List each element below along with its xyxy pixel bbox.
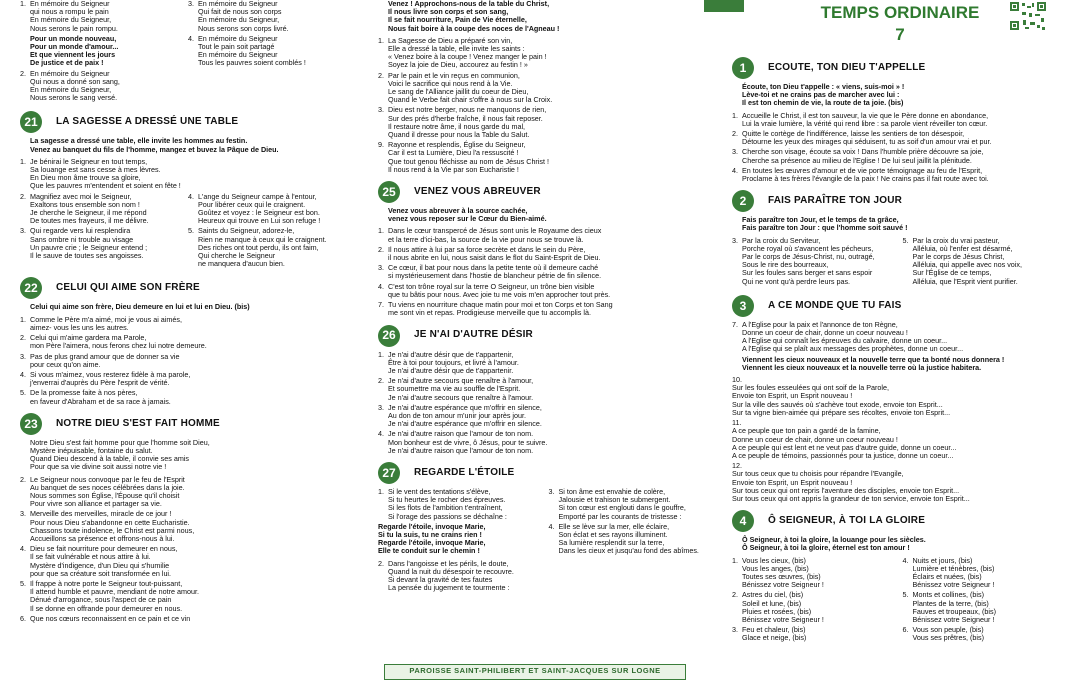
refrain: La sagesse a dressé une table, elle invite les hommes au festin. Venez au banquet du fils de l'homme, mangez et buvez la Pâque de Dieu.	[30, 136, 279, 154]
song-23-header	[20, 412, 350, 436]
verse-text: Magnifiez avec moi le Seigneur, Exaltons tous ensemble son nom ! Je cherche le Seigneur, il me répond De toutes mes frayeurs, il me délivre.	[30, 191, 149, 226]
verse-text: Dans l'angoisse et les périls, le doute, Quand la nuit du désespoir te recouvre. Si devant la gravité de tes fautes La pensée du jugement te tourmente :	[388, 558, 514, 593]
verse	[188, 35, 350, 68]
verse	[549, 523, 714, 556]
verse-number: 1.	[732, 110, 738, 120]
verse	[20, 615, 350, 623]
song-4-header	[732, 509, 1067, 533]
verse-text: En mémoire du Seigneur qui nous a rompu le pain En mémoire du Seigneur, Nous serons le pain rompu.	[30, 0, 118, 33]
song-20-verses	[20, 0, 350, 104]
verse-number: 3.	[20, 509, 26, 519]
verse-text: Je n'ai d'autre espérance que m'offrir en silence, Au don de ton amour m'unir jour après jour. Je n'ai d'autre espérance que m'offrir en silence.	[388, 402, 542, 429]
verse-number: 2.	[20, 474, 26, 484]
verse-number: 2.	[378, 244, 384, 254]
verse	[732, 376, 1067, 417]
verse-text: Astres du ciel, (bis) Soleil et lune, (bis) Pluies et rosées, (bis) Bénissez votre Seigneur !	[742, 590, 824, 624]
song-number-badge: 27	[378, 462, 400, 484]
column-left	[20, 0, 350, 625]
column-middle	[378, 0, 713, 594]
song-title: ECOUTE, TON DIEU T'APPELLE	[768, 61, 926, 73]
song-number-badge: 22	[20, 277, 42, 299]
verse-number: 3.	[732, 147, 738, 157]
verse-text: Si le vent des tentations s'élève, Si tu heurtes le rocher des épreuves. Si les flots de l'ambition t'entraînent, Si l'orage des passions se déchaîne :	[388, 486, 507, 521]
song-title: FAIS PARAÎTRE TON JOUR	[768, 195, 903, 207]
verse-text: En mémoire du Seigneur Qui fait de nous son corps En mémoire du Seigneur, Nous serons son corps livré.	[198, 0, 289, 33]
verse	[188, 0, 350, 33]
song-number-badge: 26	[378, 325, 400, 347]
verse	[378, 283, 713, 299]
verse-number: 2.	[20, 333, 26, 343]
verse-number: 2.	[20, 68, 26, 78]
verse	[20, 371, 350, 387]
verse	[378, 404, 713, 429]
verse-number: 3.	[378, 263, 384, 273]
verse-number: 3.	[732, 235, 738, 245]
verse-number: 2.	[378, 70, 384, 80]
verse-number: 11.	[732, 418, 742, 428]
song-number-badge: 25	[378, 181, 400, 203]
qr-code-icon	[1008, 0, 1048, 32]
verse-number: 7.	[732, 319, 738, 329]
season-number: 7	[895, 25, 905, 44]
verse-number: 9.	[378, 140, 384, 150]
refrain: Venez ! Approchons-nous de la table du Christ, Il nous livre son corps et son sang, Il se fait nourriture, Pain de Vie éternelle, Nous fait boire à la coupe des noces de l'Agneau !	[388, 0, 560, 33]
verse	[903, 591, 1068, 624]
verse-number: 1.	[378, 226, 384, 236]
verse-text: Dieu est notre berger, nous ne manquons de rien, Sur des prés d'herbe fraîche, il nous fait reposer. Il restaure notre âme, il nous garde du mal, Quand il dresse pour nous la Table du Salut.	[388, 105, 547, 140]
verse-number: 1.	[20, 156, 26, 166]
verse	[188, 227, 350, 268]
verse-number: 4.	[548, 521, 555, 531]
song-title: NOTRE DIEU S'EST FAIT HOMME	[56, 417, 220, 429]
verse-number: 4.	[188, 191, 194, 201]
verse-number: 2.	[378, 558, 384, 568]
song-number-badge: 4	[732, 510, 754, 532]
verse-text: Le Seigneur nous convoque par le feu de l'Esprit Au banquet de ses noces célébrées dans la joie. Nous sommes son Église, l'Épouse qu'il choisit Pour vivre son alliance et partager sa vie.	[30, 474, 185, 509]
verse-number: 4.	[902, 555, 909, 565]
verse-text: Quitte le cortège de l'indifférence, laisse les sentiers de ton désespoir, Détourne les yeux des mirages qui séduisent, tu as soif d'un amour vrai et pur.	[742, 129, 992, 147]
verse-text: Nuits et jours, (bis) Lumière et ténèbres, (bis) Éclairs et nuées, (bis) Bénissez votre Seigneur !	[912, 555, 995, 590]
verse	[20, 580, 350, 613]
verse	[732, 591, 897, 624]
verse-number: 5.	[20, 388, 26, 398]
verse-text: En toutes les œuvres d'amour et de vie porte témoignage au feu de l'Esprit, Proclame à tes frères l'évangile de la paix ! Ne crains pas il fait route avec toi.	[742, 165, 989, 184]
verse-text: C'est ton trône royal sur la terre O Seigneur, un trône bien visible que tu bâtis pour nous. Avec joie tu me vois m'en approcher tout près.	[388, 281, 611, 299]
song-2-verses	[732, 237, 1067, 288]
verse-text: Pas de plus grand amour que de donner sa vie pour ceux qu'on aime.	[30, 351, 180, 369]
song-25-header	[378, 180, 713, 204]
verse	[732, 419, 1067, 460]
verse	[732, 462, 1067, 503]
verse	[732, 321, 1067, 354]
song-1-header	[732, 56, 1067, 80]
verse	[378, 430, 713, 455]
song-21-verses	[20, 193, 350, 271]
verse-number: 4.	[20, 369, 26, 379]
song-title: JE N'AI D'AUTRE DÉSIR	[414, 329, 533, 341]
column-right	[732, 56, 1067, 645]
verse-number: 10.	[732, 375, 742, 385]
verse-number: 4.	[732, 165, 738, 175]
verse	[378, 227, 713, 243]
verse	[20, 476, 350, 509]
verse-text: Par la croix du Serviteur, Porche royal où s'avancent les pécheurs, Par le corps de Jésus-Christ, nu, outragé, Sous le rire des bourreaux, Sur les foules sans berger et sans espoir Qui ne vont qu'à perdre leurs pas.	[742, 235, 875, 286]
song-21-header	[20, 110, 350, 134]
verse-number: 6.	[20, 613, 26, 623]
refrain: Ô Seigneur, à toi la gloire, la louange pour les siècles. Ô Seigneur, à toi la gloire, éternel est ton amour !	[742, 535, 926, 553]
verse-number: 2.	[378, 376, 384, 386]
verse-number: 1.	[20, 314, 26, 324]
verse	[378, 106, 713, 139]
verse-text: Je bénirai le Seigneur en tout temps, Sa louange est sans cesse à mes lèvres. En Dieu mon âme trouve sa gloire, Que les pauvres m'entendent et soient en fête !	[30, 156, 181, 191]
verse-number: 6.	[902, 625, 909, 635]
verse	[732, 237, 897, 286]
verse	[732, 148, 1067, 164]
verse-number: 1.	[378, 35, 384, 45]
song-title: CELUI QUI AIME SON FRÈRE	[56, 282, 200, 294]
verse-text: L'ange du Seigneur campe à l'entour, Pour libérer ceux qui le craignent. Goûtez et voyez : le Seigneur est bon. Heureux qui trouve en Lui son refuge !	[198, 191, 321, 226]
verse	[20, 158, 350, 191]
song-2-header	[732, 189, 1067, 213]
refrain: Viennent les cieux nouveaux et la nouvelle terre que ta bonté nous donnera ! Viennent les cieux nouveaux et la nouvelle terre où la justice habitera.	[742, 354, 1005, 372]
verse	[378, 72, 713, 105]
verse	[20, 193, 182, 226]
verse-text: Rayonne et resplendis, Église du Seigneur, Car il est ta Lumière, Dieu l'a ressuscité ! Que tout genou fléchisse au nom de Jésus Christ ! Il nous rend à la Vie par son Eucharistie !	[388, 140, 550, 174]
verse	[378, 264, 713, 280]
verse	[20, 227, 182, 260]
verse	[188, 193, 350, 226]
verse	[20, 389, 350, 405]
verse-number: 2.	[20, 191, 26, 201]
verse-text: Qui regarde vers lui resplendira Sans ombre ni trouble au visage Un pauvre crie ; le Seigneur entend ; Il le sauve de toutes ses angoisses.	[30, 226, 148, 261]
verse-text: En mémoire du Seigneur Tout le pain soit partagé En mémoire du Seigneur Tous les pauvres soient comblés !	[198, 33, 306, 68]
season-title: TEMPS ORDINAIRE	[820, 3, 980, 22]
verse-text: Sur tous ceux que tu choisis pour répandre l'Evangile, Envoie ton Esprit, un Esprit nouveau ! Sur tous ceux qui ont repris l'aventure des disciples, envoie ton Esprit... Sur tous ceux qui ont appris la grandeur de ton service, envoie ton Esprit...	[732, 469, 970, 503]
refrain: Notre Dieu s'est fait homme pour que l'homme soit Dieu, Mystère inépuisable, fontaine du salut. Quand Dieu descend à la table, il convie ses amis Pour que sa vie divine soit aussi notre vie !	[30, 437, 210, 472]
season-heading	[780, 2, 1020, 46]
verse-text: A l'Eglise pour la paix et l'annonce de ton Règne, Donne un coeur de chair, donne un coeur nouveau ! A l'Eglise qui connaît les épreuves du calvaire, donne un coeur... A l'Eglise qui se plaît aux messages des prophètes, donne un coeur...	[742, 319, 964, 354]
verse-number: 1.	[20, 0, 26, 8]
verse-number: 3.	[20, 226, 26, 236]
verse-number: 4.	[378, 281, 384, 291]
verse-text: La Sagesse de Dieu a préparé son vin, Elle a dressé la table, elle invite les saints : « Venez boire à la coupe ! Venez manger le pain ! Soyez la joie de Dieu, accourez au festin ! »	[388, 35, 547, 70]
verse-number: 3.	[20, 351, 26, 361]
refrain: Regarde l'étoile, invoque Marie, Si tu la suis, tu ne crains rien ! Regarde l'étoile, invoque Marie, Elle te conduit sur le chemin !	[378, 521, 486, 556]
verse-text: Que nos cœurs reconnaissent en ce pain et ce vin	[30, 613, 191, 623]
verse-number: 3.	[378, 402, 384, 412]
verse-text: Tu viens en nourriture chaque matin pour moi et ton Corps et ton Sang me sont vin et repas. Prodigieuse merveille que tu accomplis là.	[388, 300, 613, 318]
verse	[732, 130, 1067, 146]
song-number-badge: 3	[732, 295, 754, 317]
verse-text: A ce peuple que ton pain a gardé de la famine, Donne un coeur de chair, donne un coeur nouveau ! A ce peuple qui est lent et ne veut pas d'autre guide, donne un coeur... A ce peuple de témoins, passionnés pour ta justice, donne un coeur...	[732, 426, 957, 460]
verse-number: 1.	[732, 555, 738, 565]
verse-text: Cherche son visage, écoute sa voix ! Dans l'humble prière découvre sa joie, Cherche sa présence au milieu de l'Eglise ! De lui seul jaillit la plénitude.	[742, 147, 984, 165]
verse-number: 1.	[378, 349, 384, 359]
song-22-header	[20, 276, 350, 300]
song-number-badge: 2	[732, 190, 754, 212]
verse-number: 5.	[902, 590, 909, 600]
verse-text: Dieu se fait nourriture pour demeurer en nous, Il se fait vulnérable et nous attire à lui. Mystère d'indigence, d'un Dieu qui s'humilie pour que sa créature soit transformée en lui.	[30, 544, 178, 578]
refrain: Celui qui aime son frère, Dieu demeure en lui et lui en Dieu. (bis)	[30, 302, 250, 312]
verse	[732, 167, 1067, 183]
verse-number: 1.	[378, 486, 384, 496]
verse	[378, 351, 713, 376]
parish-footer: PAROISSE SAINT-PHILIBERT ET SAINT-JACQUES SUR LOGNE	[384, 664, 686, 680]
song-27-verses	[378, 488, 713, 594]
refrain: Fais paraître ton Jour, et le temps de ta grâce, Fais paraître ton Jour : que l'homme soit sauvé !	[742, 215, 908, 233]
verse	[378, 377, 713, 402]
verse-text: Par la croix du vrai pasteur, Alléluia, où l'enfer est désarmé, Par le corps de Jésus Christ, Alléluia, qui appelle avec nos voix, Sur l'Église de ce temps, Alléluia, que l'Esprit vient purifier.	[912, 235, 1022, 286]
verse	[20, 545, 350, 578]
verse-number: 3.	[548, 486, 555, 496]
verse-text: Elle se lève sur la mer, elle éclaire, Son éclat et ses rayons illuminent. Sa lumière resplendit sur la terre, Dans les cieux et jusqu'au fond des abîmes.	[558, 521, 699, 556]
song-title: VENEZ VOUS ABREUVER	[414, 185, 541, 197]
verse-number: 4.	[20, 544, 26, 554]
verse-number: 2.	[732, 590, 738, 600]
refrain	[20, 35, 182, 68]
verse	[732, 626, 897, 642]
verse	[20, 0, 182, 33]
verse	[378, 560, 543, 593]
verse	[20, 316, 350, 332]
verse-number: 4.	[378, 429, 384, 439]
verse-text: Il nous attire à lui par sa force secrète et dans le sein du Père, il nous abrite en lui, nous saisit dans le flot du Saint-Esprit de Dieu.	[388, 244, 601, 263]
verse	[732, 112, 1067, 128]
song-number-badge: 21	[20, 111, 42, 133]
verse-text: Accueille le Christ, il est ton sauveur, la vie que le Père donne en abondance, Lui la vraie lumière, la vérité qui rend libre : sa parole vient réveiller ton cœur.	[742, 110, 989, 128]
song-4-verses	[732, 557, 1067, 645]
verse	[903, 626, 1068, 642]
verse	[378, 37, 713, 70]
refrain: Venez vous abreuver à la source cachée, venez vous reposer sur le Cœur du Bien-aimé.	[388, 206, 547, 224]
verse	[732, 557, 897, 590]
verse-number: 3.	[732, 625, 738, 635]
verse	[20, 510, 350, 543]
verse-text: De la promesse faite à nos pères, en faveur d'Abraham et de sa race à jamais.	[30, 388, 171, 406]
verse	[378, 246, 713, 262]
verse-text: Comme le Père m'a aimé, moi je vous ai aimés, aimez- vous les uns les autres.	[30, 314, 182, 332]
verse	[20, 353, 350, 369]
verse-text: Si vous m'aimez, vous resterez fidèle à ma parole, j'enverrai d'auprès du Père l'esprit de vérité.	[30, 369, 191, 388]
verse-text: Il frappe à notre porte le Seigneur tout-puissant, Il attend humble et pauvre, mendiant de notre amour. Dénué d'arrogance, sous l'aspect de ce pain Il se donne en offrande pour demeurer en nous.	[30, 578, 200, 613]
verse	[378, 141, 713, 174]
verse-text: Je n'ai d'autre raison que l'amour de ton nom. Mon bonheur est de vivre, ô Jésus, pour te suivre. Je n'ai d'autre raison que l'amour de ton nom.	[388, 429, 548, 455]
verse	[378, 301, 713, 317]
song-title: Ô SEIGNEUR, À TOI LA GLOIRE	[768, 515, 926, 527]
verse	[20, 70, 182, 103]
verse-number: 5.	[188, 226, 194, 236]
verse-number: 7.	[378, 300, 384, 310]
verse-text: Vous son peuple, (bis) Vous ses prêtres, (bis)	[912, 625, 985, 643]
verse-number: 4.	[188, 33, 194, 43]
verse	[20, 334, 350, 350]
verse-text: Saints du Seigneur, adorez-le, Rien ne manque à ceux qui le craignent. Des riches ont tout perdu, ils ont faim, Qui cherche le Seigneur ne manquera d'aucun bien.	[198, 226, 327, 269]
verse-text: Celui qui m'aime gardera ma Parole, mon Père l'aimera, nous ferons chez lui notre demeure.	[30, 333, 207, 351]
song-3-header	[732, 294, 1067, 318]
song-26-header	[378, 324, 713, 348]
green-banner	[704, 0, 744, 12]
verse	[378, 488, 543, 521]
verse-text: Merveille des merveilles, miracle de ce jour ! Pour nous Dieu s'abandonne en cette Eucharistie. Chassons toute indolence, le Christ est parmi nous, Accueillons sa présence et offrons-nous à lui.	[30, 509, 195, 543]
song-title: REGARDE L'ÉTOILE	[414, 466, 515, 478]
song-number-badge: 23	[20, 413, 42, 435]
song-title: LA SAGESSE A DRESSÉ UNE TABLE	[56, 116, 239, 128]
verse-text: Ce cœur, il bat pour nous dans la petite tente où il demeure caché si mystérieusement dans l'hostie de blancheur pétrie de fin silence.	[388, 263, 602, 281]
verse-text: Feu et chaleur, (bis) Glace et neige, (bis)	[742, 625, 807, 643]
verse-text: En mémoire du Seigneur Qui nous a donné son sang, En mémoire du Seigneur, Nous serons le sang versé.	[30, 68, 120, 103]
verse-number: 12.	[732, 461, 742, 471]
verse	[903, 237, 1068, 286]
verse-text: Je n'ai d'autre désir que de t'appartenir, Être à toi pour toujours, et livré à l'amour. Je n'ai d'autre désir que de t'appartenir.	[388, 349, 519, 375]
verse-text: Vous les cieux, (bis) Vous les anges, (bis) Toutes ses œuvres, (bis) Bénissez votre Seigneur !	[742, 555, 824, 590]
song-title: A CE MONDE QUE TU FAIS	[768, 299, 902, 311]
song-number-badge: 1	[732, 57, 754, 79]
song-27-header	[378, 461, 713, 485]
verse-text: Dans le cœur transpercé de Jésus sont unis le Royaume des cieux et la terre d'ici-bas, la source de la vie pour nous se trouve là.	[388, 226, 602, 244]
verse-text: Monts et collines, (bis) Plantes de la terre, (bis) Fauves et troupeaux, (bis) Bénissez votre Seigneur !	[912, 590, 996, 624]
verse-number: 2.	[732, 129, 738, 139]
verse-text: Je n'ai d'autre secours que renaître à l'amour, Et soumettre ma vie au souffle de l'Esprit. Je n'ai d'autre secours que renaître à l'amour.	[388, 376, 534, 402]
verse-text: Par le pain et le vin reçus en communion, Voici le sacrifice qui nous rend à la Vie. Le sang de l'Alliance jaillit du coeur de Dieu, Quand le Verbe fait chair s'offre à nous sur la Croix.	[388, 70, 553, 105]
verse-number: 3.	[378, 105, 384, 115]
verse	[549, 488, 714, 521]
verse-number: 3.	[188, 0, 194, 8]
verse-number: 5.	[902, 235, 909, 245]
verse-text: Si ton âme est envahie de colère, Jalousie et trahison te submergent. Si ton cœur est englouti dans le gouffre, Emporté par les courants de tristesse :	[558, 486, 686, 521]
refrain: Écoute, ton Dieu t'appelle : « viens, suis-moi » ! Lève-toi et ne crains pas de marcher avec lui : Il est ton chemin de vie, la route de ta joie. (bis)	[742, 82, 905, 108]
verse	[903, 557, 1068, 590]
verse-text: Sur les foules esseulées qui ont soif de la Parole, Envoie ton Esprit, un Esprit nouveau ! Sur la ville des sauvés où s'achève tout exode, envoie ton Esprit... Sur ta vigne bien-aimée qui prépare ses récoltes, envoie ton Esprit...	[732, 383, 951, 417]
verse-number: 5.	[20, 578, 26, 588]
refrain-text: Pour un monde nouveau, Pour un monde d'amour... Et que viennent les jours De justice et de paix !	[30, 33, 119, 68]
